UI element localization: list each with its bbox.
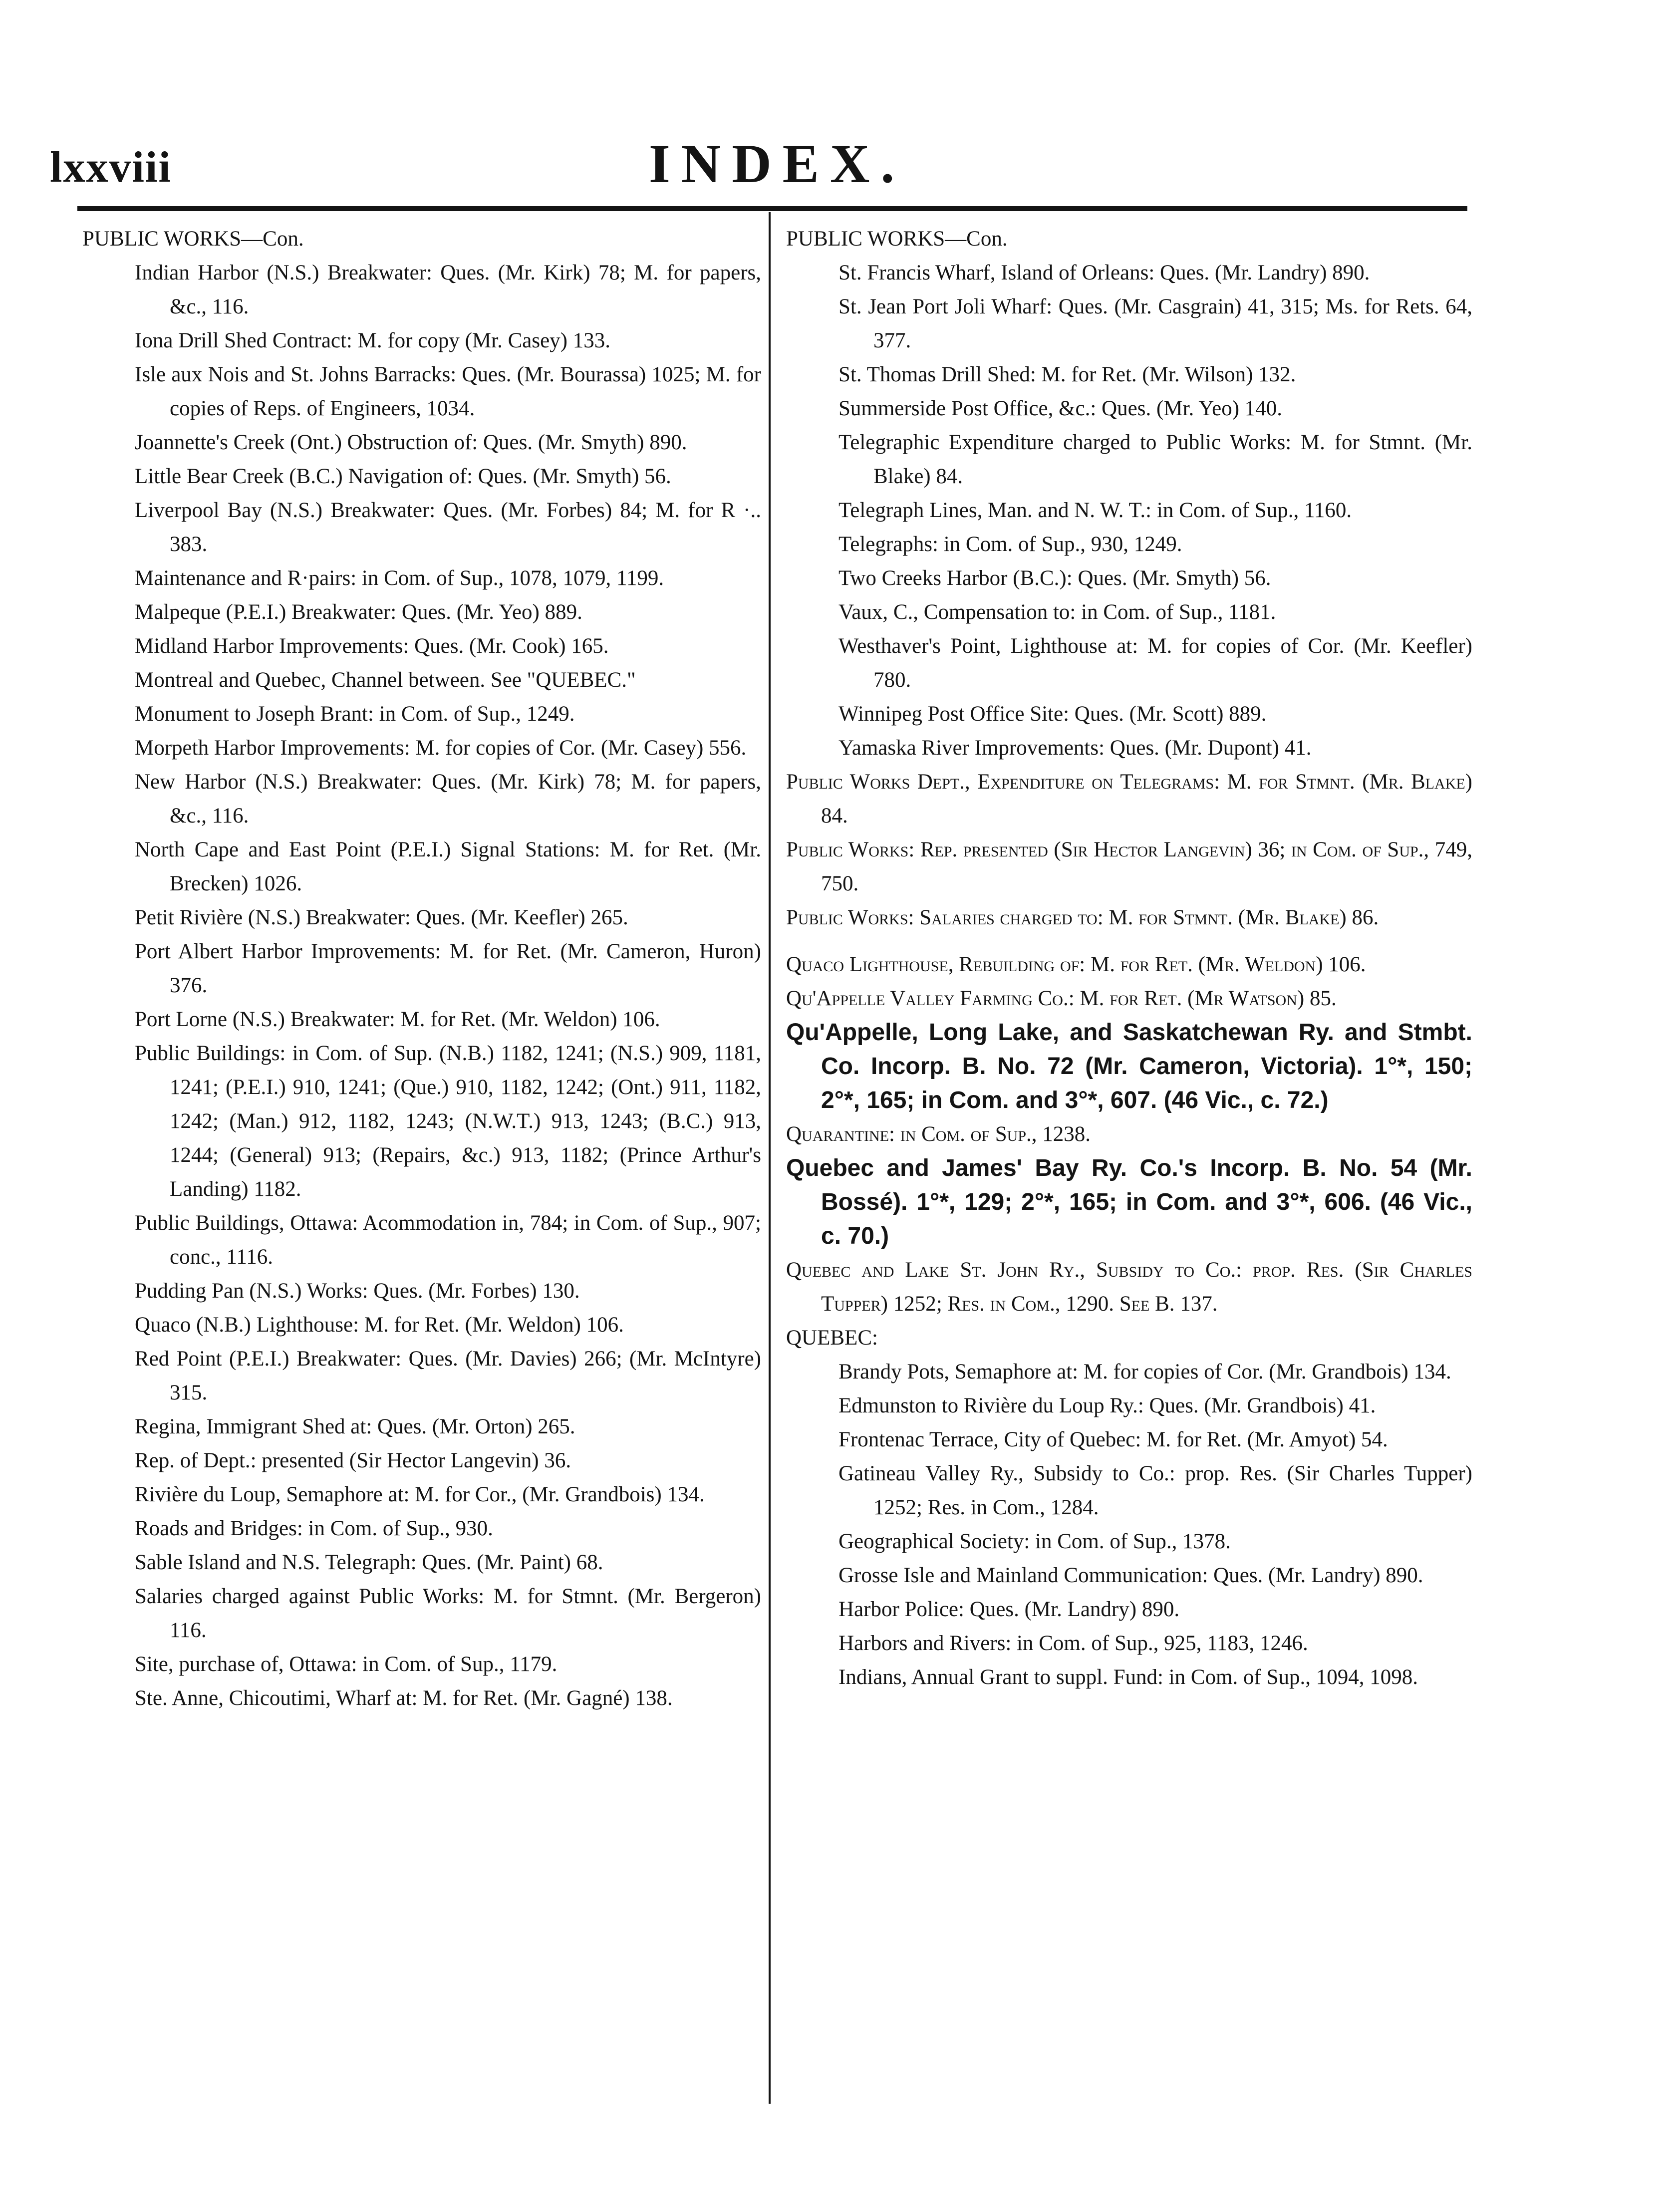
index-entry: Port Albert Harbor Improvements: M. for Ret. (Mr. Cameron, Huron) 376. [135, 940, 761, 997]
index-entry: Frontenac Terrace, City of Quebec: M. for Ret. (Mr. Amyot) 54. [838, 1428, 1388, 1451]
index-entry: Grosse Isle and Mainland Communication: Ques. (Mr. Landry) 890. [838, 1564, 1423, 1587]
index-entry: Sable Island and N.S. Telegraph: Ques. (Mr. Paint) 68. [135, 1551, 603, 1574]
index-entry: Public Works: Salaries charged to: M. for Stmnt. (Mr. Blake) 86. [786, 906, 1379, 929]
index-entry: Site, purchase of, Ottawa: in Com. of Sup., 1179. [135, 1653, 557, 1676]
index-entry: Public Works: Rep. presented (Sir Hector Langevin) 36; in Com. of Sup., 749, 750. [786, 838, 1472, 895]
index-entry: Harbors and Rivers: in Com. of Sup., 925, 1183, 1246. [838, 1632, 1308, 1655]
index-entry: Public Buildings, Ottawa: Acommodation in, 784; in Com. of Sup., 907; conc., 1116. [135, 1211, 761, 1269]
index-entry: Isle aux Nois and St. Johns Barracks: Ques. (Mr. Bourassa) 1025; M. for copies of Reps. of Engineers, 1034. [135, 363, 761, 420]
index-entry: Gatineau Valley Ry., Subsidy to Co.: prop. Res. (Sir Charles Tupper) 1252; Res. in Com., 1284. [838, 1462, 1472, 1519]
index-entry: Public Works Dept., Expenditure on Telegrams: M. for Stmnt. (Mr. Blake) 84. [786, 770, 1472, 828]
index-entry: Red Point (P.E.I.) Breakwater: Ques. (Mr. Davies) 266; (Mr. McIntyre) 315. [135, 1347, 761, 1404]
index-entry: Joannette's Creek (Ont.) Obstruction of: Ques. (Mr. Smyth) 890. [135, 431, 687, 454]
index-entry: Westhaver's Point, Lighthouse at: M. for copies of Cor. (Mr. Keefler) 780. [838, 634, 1472, 692]
top-rule [77, 206, 1467, 211]
index-entry: Quaco (N.B.) Lighthouse: M. for Ret. (Mr. Weldon) 106. [135, 1313, 624, 1337]
index-entry: Malpeque (P.E.I.) Breakwater: Ques. (Mr. Yeo) 889. [135, 600, 582, 624]
index-entry: Yamaska River Improvements: Ques. (Mr. Dupont) 41. [838, 736, 1312, 760]
index-entry: Iona Drill Shed Contract: M. for copy (Mr. Casey) 133. [135, 329, 610, 352]
index-entry: Winnipeg Post Office Site: Ques. (Mr. Scott) 889. [838, 702, 1267, 726]
index-entry: Monument to Joseph Brant: in Com. of Sup., 1249. [135, 702, 575, 726]
index-entry: Vaux, C., Compensation to: in Com. of Sup., 1181. [838, 600, 1276, 624]
index-entry: Roads and Bridges: in Com. of Sup., 930. [135, 1517, 493, 1540]
index-heading: PUBLIC WORKS—Con. [786, 227, 1008, 251]
index-entry: Salaries charged against Public Works: M. for Stmnt. (Mr. Bergeron) 116. [135, 1585, 761, 1642]
index-entry: Telegraphs: in Com. of Sup., 930, 1249. [838, 533, 1182, 556]
index-entry: Morpeth Harbor Improvements: M. for copies of Cor. (Mr. Casey) 556. [135, 736, 747, 760]
index-entry: Qu'Appelle, Long Lake, and Saskatchewan Ry. and Stmbt. Co. Incorp. B. No. 72 (Mr. Cameron, Victoria). 1°*, 150; 2°*, 165; in Com. and 3°*, 607. (46 Vic., c. 72.) [786, 1019, 1472, 1113]
index-entry: Petit Rivière (N.S.) Breakwater: Ques. (Mr. Keefler) 265. [135, 906, 628, 929]
index-entry: Rep. of Dept.: presented (Sir Hector Langevin) 36. [135, 1449, 571, 1472]
right-column [786, 222, 1472, 1694]
index-heading: QUEBEC: [786, 1326, 878, 1350]
index-entry: Geographical Society: in Com. of Sup., 1378. [838, 1530, 1231, 1553]
index-entry: Brandy Pots, Semaphore at: M. for copies of Cor. (Mr. Grandbois) 134. [838, 1360, 1451, 1383]
index-entry: Liverpool Bay (N.S.) Breakwater: Ques. (Mr. Forbes) 84; M. for R ·.. 383. [135, 499, 761, 556]
index-entry: St. Francis Wharf, Island of Orleans: Ques. (Mr. Landry) 890. [838, 261, 1370, 284]
index-entry: Two Creeks Harbor (B.C.): Ques. (Mr. Smyth) 56. [838, 566, 1271, 590]
left-column [82, 222, 761, 1715]
index-entry: Indians, Annual Grant to suppl. Fund: in Com. of Sup., 1094, 1098. [838, 1665, 1418, 1689]
index-entry: Ste. Anne, Chicoutimi, Wharf at: M. for Ret. (Mr. Gagné) 138. [135, 1686, 673, 1710]
index-entry: Summerside Post Office, &c.: Ques. (Mr. Yeo) 140. [838, 397, 1283, 420]
index-entry: Harbor Police: Ques. (Mr. Landry) 890. [838, 1598, 1180, 1621]
index-entry: Pudding Pan (N.S.) Works: Ques. (Mr. Forbes) 130. [135, 1279, 580, 1303]
index-entry: Edmunston to Rivière du Loup Ry.: Ques. (Mr. Grandbois) 41. [838, 1394, 1376, 1417]
page-number: lxxviii [50, 143, 172, 192]
index-entry: Regina, Immigrant Shed at: Ques. (Mr. Orton) 265. [135, 1415, 575, 1438]
index-entry: Quarantine: in Com. of Sup., 1238. [786, 1122, 1091, 1146]
index-entry: St. Thomas Drill Shed: M. for Ret. (Mr. Wilson) 132. [838, 363, 1296, 386]
page-title: INDEX. [649, 133, 905, 194]
index-entry: Telegraph Lines, Man. and N. W. T.: in Com. of Sup., 1160. [838, 499, 1352, 522]
index-entry: Little Bear Creek (B.C.) Navigation of: Ques. (Mr. Smyth) 56. [135, 465, 671, 488]
index-entry: Quebec and James' Bay Ry. Co.'s Incorp. B. No. 54 (Mr. Bossé). 1°*, 129; 2°*, 165; in Com. and 3°*, 606. (46 Vic., c. 70.) [786, 1155, 1472, 1249]
index-entry: Maintenance and R·pairs: in Com. of Sup., 1078, 1079, 1199. [135, 566, 664, 590]
index-entry: Montreal and Quebec, Channel between. See "QUEBEC." [135, 668, 636, 692]
index-entry: St. Jean Port Joli Wharf: Ques. (Mr. Casgrain) 41, 315; Ms. for Rets. 64, 377. [838, 295, 1472, 352]
index-entry: Port Lorne (N.S.) Breakwater: M. for Ret. (Mr. Weldon) 106. [135, 1008, 660, 1031]
index-entry: Quaco Lighthouse, Rebuilding of: M. for Ret. (Mr. Weldon) 106. [786, 953, 1366, 976]
column-divider [769, 212, 771, 2104]
index-entry: Rivière du Loup, Semaphore at: M. for Cor., (Mr. Grandbois) 134. [135, 1483, 705, 1506]
index-entry: Telegraphic Expenditure charged to Public Works: M. for Stmnt. (Mr. Blake) 84. [838, 431, 1472, 488]
index-entry: North Cape and East Point (P.E.I.) Signal Stations: M. for Ret. (Mr. Brecken) 1026. [135, 838, 761, 895]
index-entry: Public Buildings: in Com. of Sup. (N.B.) 1182, 1241; (N.S.) 909, 1181, 1241; (P.E.I.) 910, 1241; (Que.) 910, 1182, 1242; (Ont.) 911, 1182, 1242; (Man.) 912, 1182, 1243; (N.W.T.) 913, 1243; (B.C.) 913, 1244; (General) 913; (Repairs, &c.) 913, 1182; (Prince Arthur's Landing) 1182. [135, 1042, 761, 1201]
index-entry: New Harbor (N.S.) Breakwater: Ques. (Mr. Kirk) 78; M. for papers, &c., 116. [135, 770, 761, 828]
index-entry: Qu'Appelle Valley Farming Co.: M. for Ret. (Mr Watson) 85. [786, 987, 1337, 1010]
index-entry: Midland Harbor Improvements: Ques. (Mr. Cook) 165. [135, 634, 609, 658]
index-entry: Indian Harbor (N.S.) Breakwater: Ques. (Mr. Kirk) 78; M. for papers, &c., 116. [135, 261, 761, 318]
index-heading: PUBLIC WORKS—Con. [82, 227, 304, 251]
index-entry: Quebec and Lake St. John Ry., Subsidy to Co.: prop. Res. (Sir Charles Tupper) 1252; Res. in Com., 1290. See B. 137. [786, 1258, 1472, 1316]
